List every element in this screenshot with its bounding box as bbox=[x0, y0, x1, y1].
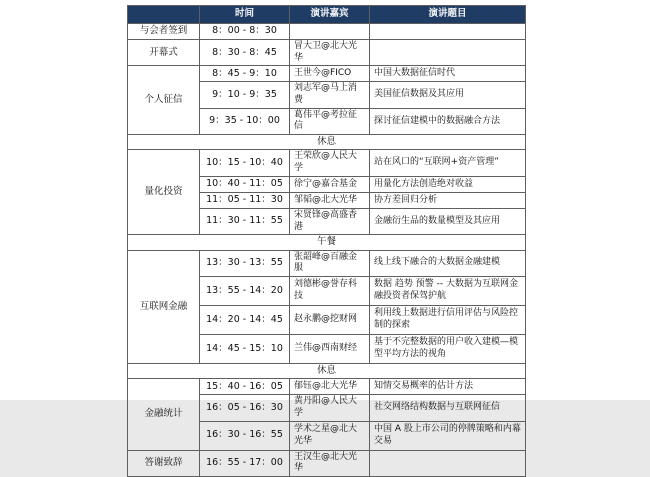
session-time: 14：20 - 14：45 bbox=[200, 305, 290, 334]
lunch-row bbox=[128, 235, 526, 250]
schedule-row bbox=[128, 450, 526, 476]
session-speaker: 刘德彬@誉存科技 bbox=[290, 276, 370, 305]
session-speaker: 王荣欣@人民大学 bbox=[290, 150, 370, 176]
session-time: 15：40 - 16：05 bbox=[200, 379, 290, 395]
session-time: 14：45 - 15：10 bbox=[200, 334, 290, 363]
session-title: 中国 A 股上市公司的停牌策略和内幕交易 bbox=[370, 421, 526, 450]
session-time: 9：35 - 10：00 bbox=[200, 108, 290, 134]
session-time: 8：00 - 8：30 bbox=[200, 24, 290, 40]
schedule-row bbox=[128, 379, 526, 395]
session-title: 站在风口的“互联网+资产管理” bbox=[370, 150, 526, 176]
header-category bbox=[128, 6, 200, 24]
session-title bbox=[370, 40, 526, 66]
session-time: 11：30 - 11：55 bbox=[200, 208, 290, 234]
session-title: 美国征信数据及其应用 bbox=[370, 82, 526, 108]
session-time: 8：45 - 9：10 bbox=[200, 66, 290, 82]
session-title: 数据 趋势 预警 -- 大数据为互联网金融投资者保驾护航 bbox=[370, 276, 526, 305]
session-time: 10：40 - 11：05 bbox=[200, 176, 290, 192]
session-time: 9：10 - 9：35 bbox=[200, 82, 290, 108]
session-speaker: 葛伟平@考拉征信 bbox=[290, 108, 370, 134]
schedule-table bbox=[127, 5, 526, 477]
session-time: 13：30 - 13：55 bbox=[200, 250, 290, 276]
session-title: 社交网络结构数据与互联网征信 bbox=[370, 395, 526, 421]
session-time: 16：55 - 17：00 bbox=[200, 450, 290, 476]
lunch-label: 午餐 bbox=[128, 235, 526, 250]
session-speaker: 郁钰@北大光华 bbox=[290, 379, 370, 395]
session-speaker: 赵永鹏@挖财网 bbox=[290, 305, 370, 334]
session-speaker: 兰伟@西南财经 bbox=[290, 334, 370, 363]
schedule-row bbox=[128, 40, 526, 66]
session-title: 探讨征信建模中的数据融合方法 bbox=[370, 108, 526, 134]
session-time: 11：05 - 11：30 bbox=[200, 192, 290, 208]
session-time: 16：05 - 16：30 bbox=[200, 395, 290, 421]
schedule-row bbox=[128, 24, 526, 40]
session-title bbox=[370, 24, 526, 40]
session-title: 基于不完整数据的用户收入建模—模型平均方法的视角 bbox=[370, 334, 526, 363]
header-time: 时间 bbox=[200, 6, 290, 24]
session-title: 中国大数据征信时代 bbox=[370, 66, 526, 82]
break-label: 休息 bbox=[128, 135, 526, 150]
session-speaker: 宋贤锋@高盛香港 bbox=[290, 208, 370, 234]
header-row bbox=[128, 6, 526, 24]
session-speaker bbox=[290, 24, 370, 40]
session-speaker: 徐宁@嘉合基金 bbox=[290, 176, 370, 192]
session-category: 量化投资 bbox=[128, 150, 200, 235]
session-title bbox=[370, 450, 526, 476]
session-time: 13：55 - 14：20 bbox=[200, 276, 290, 305]
session-title: 协方差回归分析 bbox=[370, 192, 526, 208]
session-speaker: 学术之星@北大光华 bbox=[290, 421, 370, 450]
session-category: 个人征信 bbox=[128, 66, 200, 135]
break-label: 休息 bbox=[128, 363, 526, 378]
session-speaker: 王汉生@北大光华 bbox=[290, 450, 370, 476]
break-row bbox=[128, 363, 526, 378]
session-category: 金融统计 bbox=[128, 379, 200, 450]
session-speaker: 邹韬@北大光华 bbox=[290, 192, 370, 208]
session-time: 8：30 - 8：45 bbox=[200, 40, 290, 66]
session-title: 利用线上数据进行信用评估与风险控制的探索 bbox=[370, 305, 526, 334]
schedule-row bbox=[128, 150, 526, 176]
session-speaker: 王世今@FICO bbox=[290, 66, 370, 82]
schedule-row bbox=[128, 66, 526, 82]
session-category: 与会者签到 bbox=[128, 24, 200, 40]
session-speaker: 冒大卫@北大光华 bbox=[290, 40, 370, 66]
schedule-row bbox=[128, 250, 526, 276]
session-title: 线上线下融合的大数据金融建模 bbox=[370, 250, 526, 276]
session-title: 用量化方法创造绝对收益 bbox=[370, 176, 526, 192]
session-category: 互联网金融 bbox=[128, 250, 200, 363]
session-speaker: 黄丹阳@人民大学 bbox=[290, 395, 370, 421]
session-title: 知情交易概率的估计方法 bbox=[370, 379, 526, 395]
session-category: 开幕式 bbox=[128, 40, 200, 66]
session-speaker: 刘志军@马上消费 bbox=[290, 82, 370, 108]
break-row bbox=[128, 135, 526, 150]
session-speaker: 张韶峰@百融金服 bbox=[290, 250, 370, 276]
session-time: 16：30 - 16：55 bbox=[200, 421, 290, 450]
session-category: 答谢致辞 bbox=[128, 450, 200, 476]
header-title: 演讲题目 bbox=[370, 6, 526, 24]
session-title: 金融衍生品的数量模型及其应用 bbox=[370, 208, 526, 234]
session-time: 10：15 - 10：40 bbox=[200, 150, 290, 176]
header-speaker: 演讲嘉宾 bbox=[290, 6, 370, 24]
